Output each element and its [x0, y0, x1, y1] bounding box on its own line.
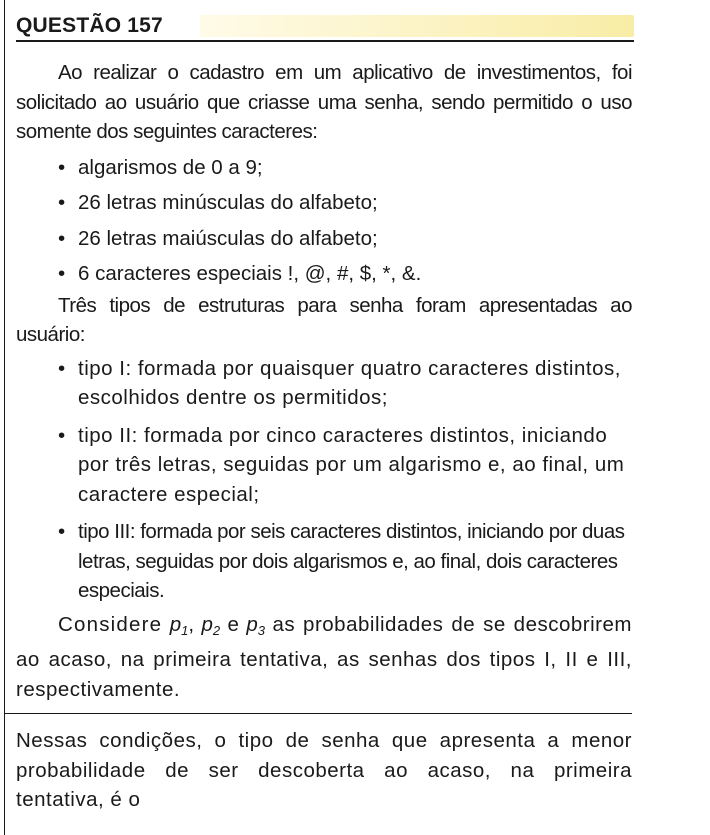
consider-prefix: Considere	[58, 612, 163, 636]
types-intro-paragraph: Três tipos de estruturas para senha foram apresentadas ao usuário:	[16, 293, 632, 346]
header-highlight-band	[200, 15, 634, 37]
variable-p3: $p_3$	[246, 612, 266, 638]
section-divider	[4, 713, 632, 714]
list-item: • algarismos de 0 a 9;	[58, 153, 632, 183]
allowed-characters-list	[16, 153, 632, 289]
variable-p2: $p_2$	[201, 612, 221, 638]
header-underline	[16, 40, 634, 42]
intro-paragraph: Ao realizar o cadastro em um aplicativo de investimentos, foi solicitado ao usuário que criasse uma senha, sendo permitido o uso somente dos seguintes caracteres:	[16, 61, 632, 143]
list-item: • tipo III: formada por seis caracteres distintos, iniciando por duas letras, seguidas por dois algarismos e, ao final, dois caracteres especiais.	[58, 517, 632, 606]
list-item: • tipo II: formada por cinco caracteres distintos, iniciando por três letras, seguidas por um algarismo e, ao final, um caractere especial;	[58, 421, 632, 510]
probabilities-paragraph	[16, 610, 632, 705]
password-types-list	[16, 354, 632, 606]
page-left-border	[4, 0, 5, 835]
question-body	[16, 58, 632, 815]
list-item: • tipo I: formada por quaisquer quatro caracteres distintos, escolhidos dentre os permitidos;	[58, 354, 632, 413]
comma-separator: ,	[188, 612, 195, 636]
variable-p1: $p_1$	[169, 612, 189, 638]
question-title: QUESTÃO 157	[16, 14, 163, 37]
consider-suffix: as probabilidades de se descobrirem ao acaso, na primeira tentativa, as senhas dos tipos I, II e III, respectivamente.	[16, 612, 632, 701]
list-item: • 26 letras minúsculas do alfabeto;	[58, 188, 632, 218]
conjunction-e: e	[227, 612, 239, 636]
question-header	[16, 12, 634, 42]
list-item: • 26 letras maiúsculas do alfabeto;	[58, 224, 632, 254]
question-prompt: Nessas condições, o tipo de senha que apresenta a menor probabilidade de ser descoberta ao acaso, na primeira tentativa, é o	[16, 729, 632, 811]
list-item: • 6 caracteres especiais !, @, #, $, *, &.	[58, 259, 632, 289]
